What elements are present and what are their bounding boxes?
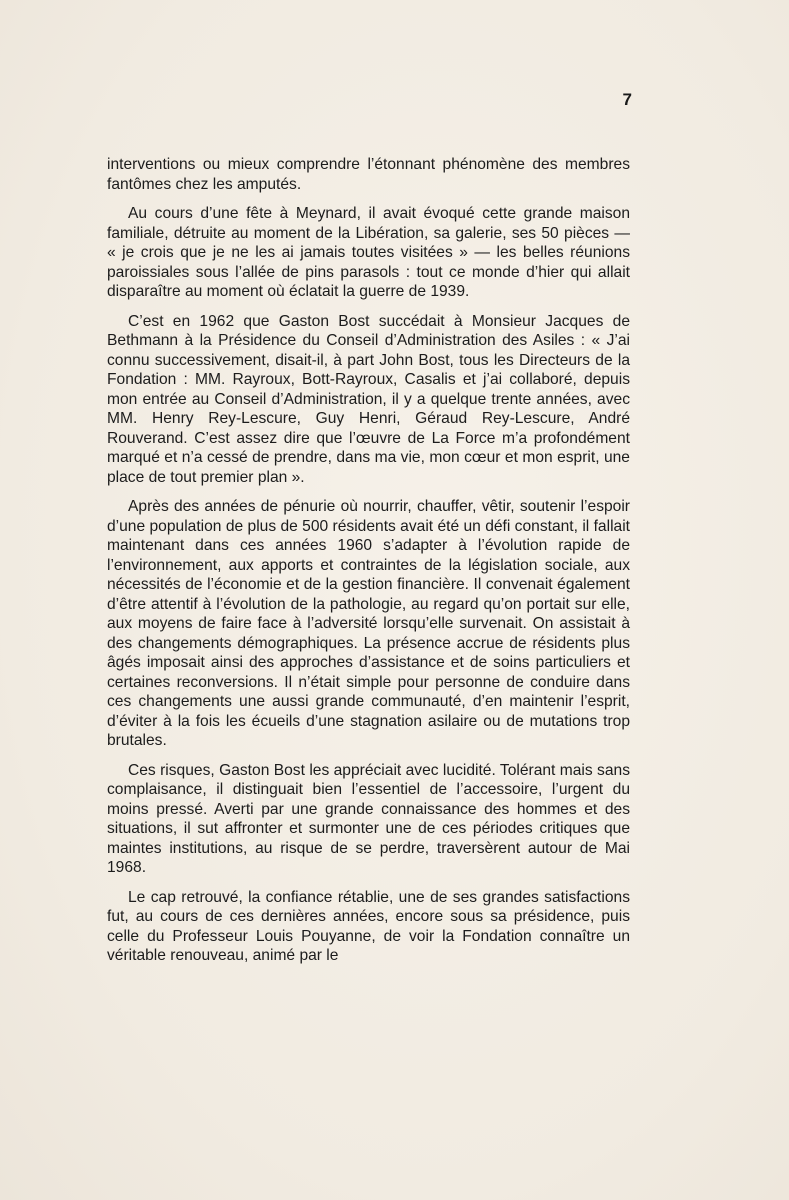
paragraph: Ces risques, Gaston Bost les appréciait avec lucidité. Tolérant mais sans complaisance, il distinguait bien l’essentiel de l’accessoire, l’urgent du moins pressé. Averti par une grande connaissance des hommes et des situations, il sut affronter et surmonter une de ces périodes critiques que maintes institutions, au risque de se perdre, traversèrent autour de Mai 1968. <box>107 761 630 876</box>
paragraph: Après des années de pénurie où nourrir, chauffer, vêtir, soutenir l’espoir d’une population de plus de 500 résidents avait été un défi constant, il fallait maintenant dans ces années 1960 s’adapter à l’évolution rapide de l’environnement, aux apports et contraintes de la législation sociale, aux nécessités de l’économie et de la gestion financière. Il convenait également d’être attentif à l’évolution de la pathologie, au regard qu’on portait sur elle, aux moyens de faire face à l’adversité lorsqu’elle survenait. On assistait à des changements démographiques. La présence accrue de résidents plus âgés imposait ainsi des approches d’assistance et de soins particuliers et certaines reconversions. Il n’était simple pour personne de conduire dans ces changements une aussi grande communauté, d’en maintenir l’esprit, d’éviter à la fois les écueils d’une stagnation asilaire ou de mutations trop brutales. <box>107 498 630 749</box>
paragraph: interventions ou mieux comprendre l’étonnant phénomène des membres fantômes chez les amputés. <box>107 156 630 193</box>
body-text <box>107 155 630 976</box>
paragraph: Au cours d’une fête à Meynard, il avait évoqué cette grande maison familiale, détruite au moment de la Libération, sa galerie, ses 50 pièces — « je crois que je ne les ai jamais toutes visitées » — les belles réunions paroissiales sous l’allée de pins parasols : tout ce monde d’hier qui allait disparaître au moment où éclatait la guerre de 1939. <box>107 205 630 300</box>
paragraph: Le cap retrouvé, la confiance rétablie, une de ses grandes satisfactions fut, au cours de ces dernières années, encore sous sa présidence, puis celle du Professeur Louis Pouyanne, de voir la Fondation connaître un véritable renouveau, animé par le <box>107 888 630 964</box>
paragraph: C’est en 1962 que Gaston Bost succédait à Monsieur Jacques de Bethmann à la Présidence du Conseil d’Administration des Asiles : « J’ai connu successivement, disait-il, à part John Bost, tous les Directeurs de la Fondation : MM. Rayroux, Bott-Rayroux, Casalis et j’ai collaboré, depuis mon entrée au Conseil d’Administration, il y a quelque trente années, avec MM. Henry Rey-Lescure, Guy Henri, Géraud Rey-Lescure, André Rouverand. C’est assez dire que l’œuvre de La Force m’a profondément marqué et n’a cessé de prendre, dans ma vie, mon cœur et mon esprit, une place de tout premier plan ». <box>107 312 630 486</box>
page-number: 7 <box>622 90 632 109</box>
